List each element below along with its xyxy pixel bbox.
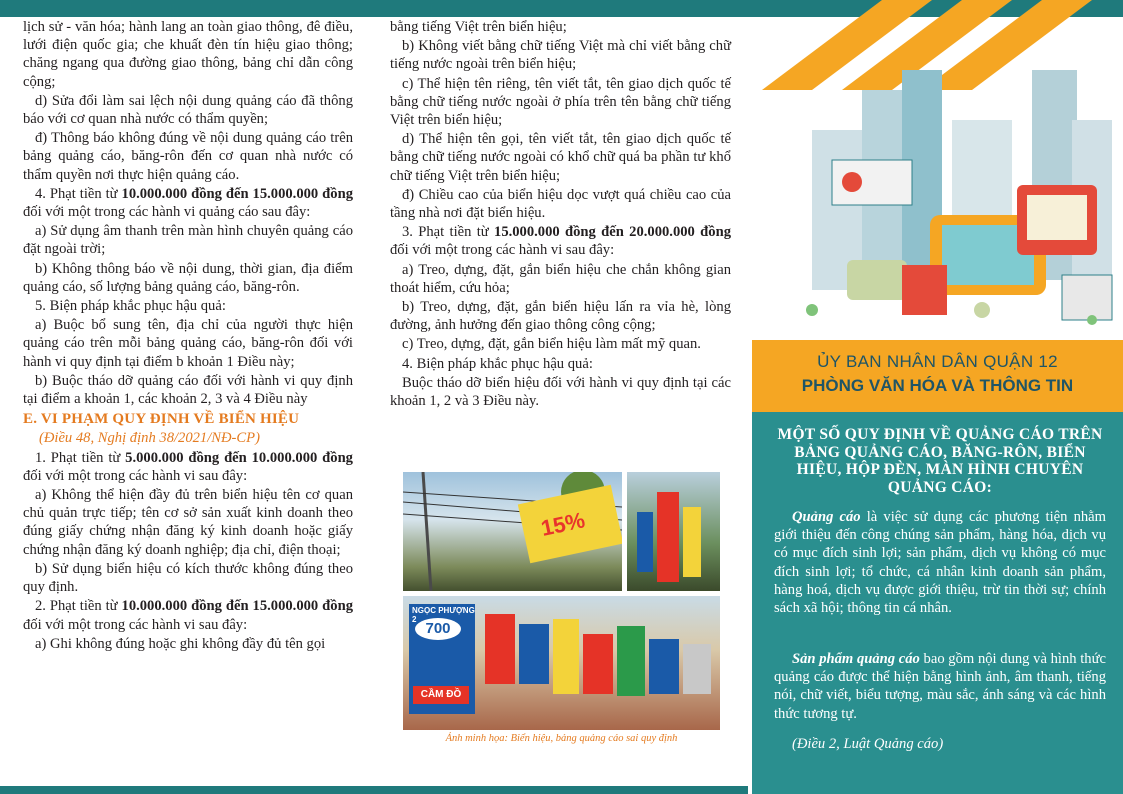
paragraph: a) Không thể hiện đầy đủ trên biển hiệu tên cơ quan chủ quản trực tiếp; tên cơ sở sản xuất kinh doanh theo đúng giấy chứng nhận đăng ký kinh doanh hoặc giấy chứng nhận đăng ký doanh nghiệp; địa chỉ, điện thoại; bbox=[23, 487, 353, 558]
text: đối với một trong các hành vi sau đây: bbox=[23, 616, 248, 633]
sign-pawnshop bbox=[409, 604, 475, 714]
shop-sign bbox=[553, 619, 579, 694]
definition-advertising bbox=[774, 508, 1106, 617]
photo-street-banner bbox=[403, 472, 622, 591]
text: 2. Phạt tiền từ bbox=[35, 598, 122, 615]
fine-amount: 10.000.000 đồng đến 15.000.000 đồng bbox=[121, 185, 353, 202]
photo-caption: Ảnh minh họa: Biển hiệu, bảng quảng cáo sai quy định bbox=[445, 733, 678, 744]
text: đối với một trong các hành vi sau đây: bbox=[390, 242, 615, 259]
paragraph: b) Không thông báo về nội dung, thời gian, địa điểm quảng cáo, số lượng bảng quảng cáo, băng-rôn. bbox=[23, 260, 353, 295]
bottom-band bbox=[0, 786, 748, 794]
paragraph-fine-2 bbox=[23, 597, 353, 633]
paragraph: bằng tiếng Việt trên biển hiệu; bbox=[390, 19, 567, 35]
paragraph: a) Sử dụng âm thanh trên màn hình chuyên quảng cáo đặt ngoài trời; bbox=[23, 223, 353, 258]
fine-amount: 5.000.000 đồng đến 10.000.000 đồng bbox=[125, 449, 353, 466]
paragraph: a) Treo, dựng, đặt, gắn biển hiệu che chắn không gian thoát hiểm, cứu hỏa; bbox=[390, 261, 731, 296]
fine-amount: 15.000.000 đồng đến 20.000.000 đồng bbox=[494, 224, 731, 241]
shop-sign bbox=[485, 614, 515, 684]
illustration-photos bbox=[403, 472, 720, 730]
column-middle bbox=[390, 18, 731, 411]
paragraph: c) Thể hiện tên riêng, tên viết tắt, tên giao dịch quốc tế bằng chữ tiếng nước ngoài ở phía trên tên bằng chữ tiếng Việt trên biển hiệu; bbox=[390, 75, 731, 129]
paragraph: đ) Chiều cao của biển hiệu dọc vượt quá chiều cao của tầng nhà nơi đặt biển hiệu. bbox=[390, 186, 731, 222]
section-subheading: (Điều 48, Nghị định 38/2021/NĐ-CP) bbox=[39, 430, 260, 447]
fine-amount: 10.000.000 đồng đến 15.000.000 đồng bbox=[121, 598, 353, 615]
shop-signs-cluster bbox=[485, 614, 715, 714]
paragraph: b) Treo, dựng, đặt, gắn biển hiệu lấn ra vỉa hè, lòng đường, ảnh hưởng đến giao thông công cộng; bbox=[390, 299, 731, 334]
media-illustration bbox=[752, 10, 1123, 340]
paragraph: d) Sửa đổi làm sai lệch nội dung quảng cáo đã thông báo với cơ quan nhà nước có thẩm quyền; bbox=[23, 92, 353, 128]
cover-panel bbox=[752, 0, 1123, 794]
paragraph: 4. Biện pháp khắc phục hậu quả: bbox=[402, 355, 593, 372]
term: Sản phẩm quảng cáo bbox=[792, 651, 920, 667]
paragraph: 5. Biện pháp khắc phục hậu quả: bbox=[35, 298, 226, 315]
definition-text: bao gồm nội dung và hình thức quảng cáo được thể hiện bằng hình ảnh, âm thanh, tiếng nói, chữ viết, biểu tượng, màu sắc, ánh sáng và các hình thức tương tự. bbox=[774, 651, 1106, 722]
paragraph: d) Thể hiện tên gọi, tên viết tắt, tên giao dịch quốc tế bằng chữ tiếng nước ngoài có khổ chữ quá ba phần tư khổ chữ tiếng Việt trên biển hiệu; bbox=[390, 131, 731, 184]
text: 4. Phạt tiền từ bbox=[35, 185, 122, 202]
vertical-sign bbox=[657, 492, 679, 582]
org-name-line1: ỦY BAN NHÂN DÂN QUẬN 12 bbox=[817, 352, 1058, 371]
text: đối với một trong các hành vi sau đây: bbox=[23, 467, 248, 484]
shop-sign bbox=[519, 624, 549, 684]
citation: (Điều 2, Luật Quảng cáo) bbox=[792, 736, 944, 752]
paragraph: a) Buộc bổ sung tên, địa chỉ của người thực hiện quảng cáo trên mỗi bảng quảng cáo, băng-rôn đối với hành vi quy định tại điểm b khoản 1 Điều này; bbox=[23, 317, 353, 370]
vertical-sign bbox=[683, 507, 701, 577]
paragraph: Buộc tháo dỡ biển hiệu đối với hành vi quy định tại các khoản 1, 2 và 3 Điều này. bbox=[390, 374, 731, 410]
paragraph-fine-3 bbox=[390, 223, 731, 259]
paragraph: b) Không viết bằng chữ tiếng Việt mà chỉ viết bằng chữ tiếng nước ngoài trên biển hiệu; bbox=[390, 38, 731, 73]
shop-sign bbox=[649, 639, 679, 694]
section-heading: E. VI PHẠM QUY ĐỊNH VỀ BIỂN HIỆU bbox=[23, 411, 300, 428]
paragraph: a) Ghi không đúng hoặc ghi không đầy đủ tên gọi bbox=[35, 635, 326, 652]
sign-title: NGỌC PHƯỢNG 2 bbox=[412, 606, 475, 624]
cover-body bbox=[752, 412, 1123, 794]
column-left bbox=[23, 18, 353, 654]
photo-vertical-signs bbox=[627, 472, 720, 591]
paragraph: lịch sử - văn hóa; hành lang an toàn giao thông, đê điều, lưới điện quốc gia; che khuất đèn tín hiệu giao thông; chăng ngang qua đường giao thông, bảng chỉ dẫn công cộng; bbox=[23, 19, 353, 90]
vertical-sign bbox=[637, 512, 653, 572]
paragraph-fine-4 bbox=[23, 185, 353, 221]
shop-sign bbox=[617, 626, 645, 696]
photo-building-signs bbox=[403, 596, 720, 730]
org-name-line2: PHÒNG VĂN HÓA VÀ THÔNG TIN bbox=[801, 376, 1074, 395]
term: Quảng cáo bbox=[792, 509, 861, 525]
text: 3. Phạt tiền từ bbox=[402, 224, 495, 241]
text: đối với một trong các hành vi quảng cáo sau đây: bbox=[23, 204, 311, 221]
paragraph: b) Buộc tháo dỡ quảng cáo đối với hành vi quy định tại điểm a khoản 1, các khoản 2, 3 và 4 Điều này bbox=[23, 372, 353, 408]
definition-text: là việc sử dụng các phương tiện nhằm giới thiệu đến công chúng sản phẩm, hàng hóa, dịch vụ có mục đích sinh lợi; sản phẩm, dịch vụ không có mục đích sinh lợi; tổ chức, cá nhân kinh doanh sản phẩm, hàng hoá, dịch vụ được giới thiệu, trừ tin thời sự; chính sách xã hội; thông tin cá nhân. bbox=[774, 509, 1106, 617]
definition-ad-product bbox=[774, 650, 1106, 723]
banner-text: 15% bbox=[538, 507, 588, 541]
paragraph: đ) Thông báo không đúng về nội dung quảng cáo trên bảng quảng cáo, băng-rôn đến cơ quan nhà nước có thẩm quyền nơi thực hiện quảng cáo. bbox=[23, 130, 353, 183]
sign-bottom-text: CẦM ĐỒ bbox=[413, 686, 469, 704]
paragraph: c) Treo, dựng, đặt, gắn biển hiệu làm mất mỹ quan. bbox=[402, 336, 701, 353]
organization-band bbox=[752, 340, 1123, 412]
cover-title: MỘT SỐ QUY ĐỊNH VỀ QUẢNG CÁO TRÊN BẢNG QUẢNG CÁO, BĂNG-RÔN, BIỂN HIỆU, HỘP ĐÈN, MÀN HÌNH CHUYÊN QUẢNG CÁO: bbox=[777, 426, 1103, 496]
paragraph: b) Sử dụng biển hiệu có kích thước không đúng theo quy định. bbox=[23, 560, 353, 596]
sign-number: 700 bbox=[415, 618, 461, 640]
text: 1. Phạt tiền từ bbox=[35, 449, 126, 466]
paragraph-fine-1 bbox=[23, 449, 353, 485]
shop-sign bbox=[683, 644, 711, 694]
shop-sign bbox=[583, 634, 613, 694]
